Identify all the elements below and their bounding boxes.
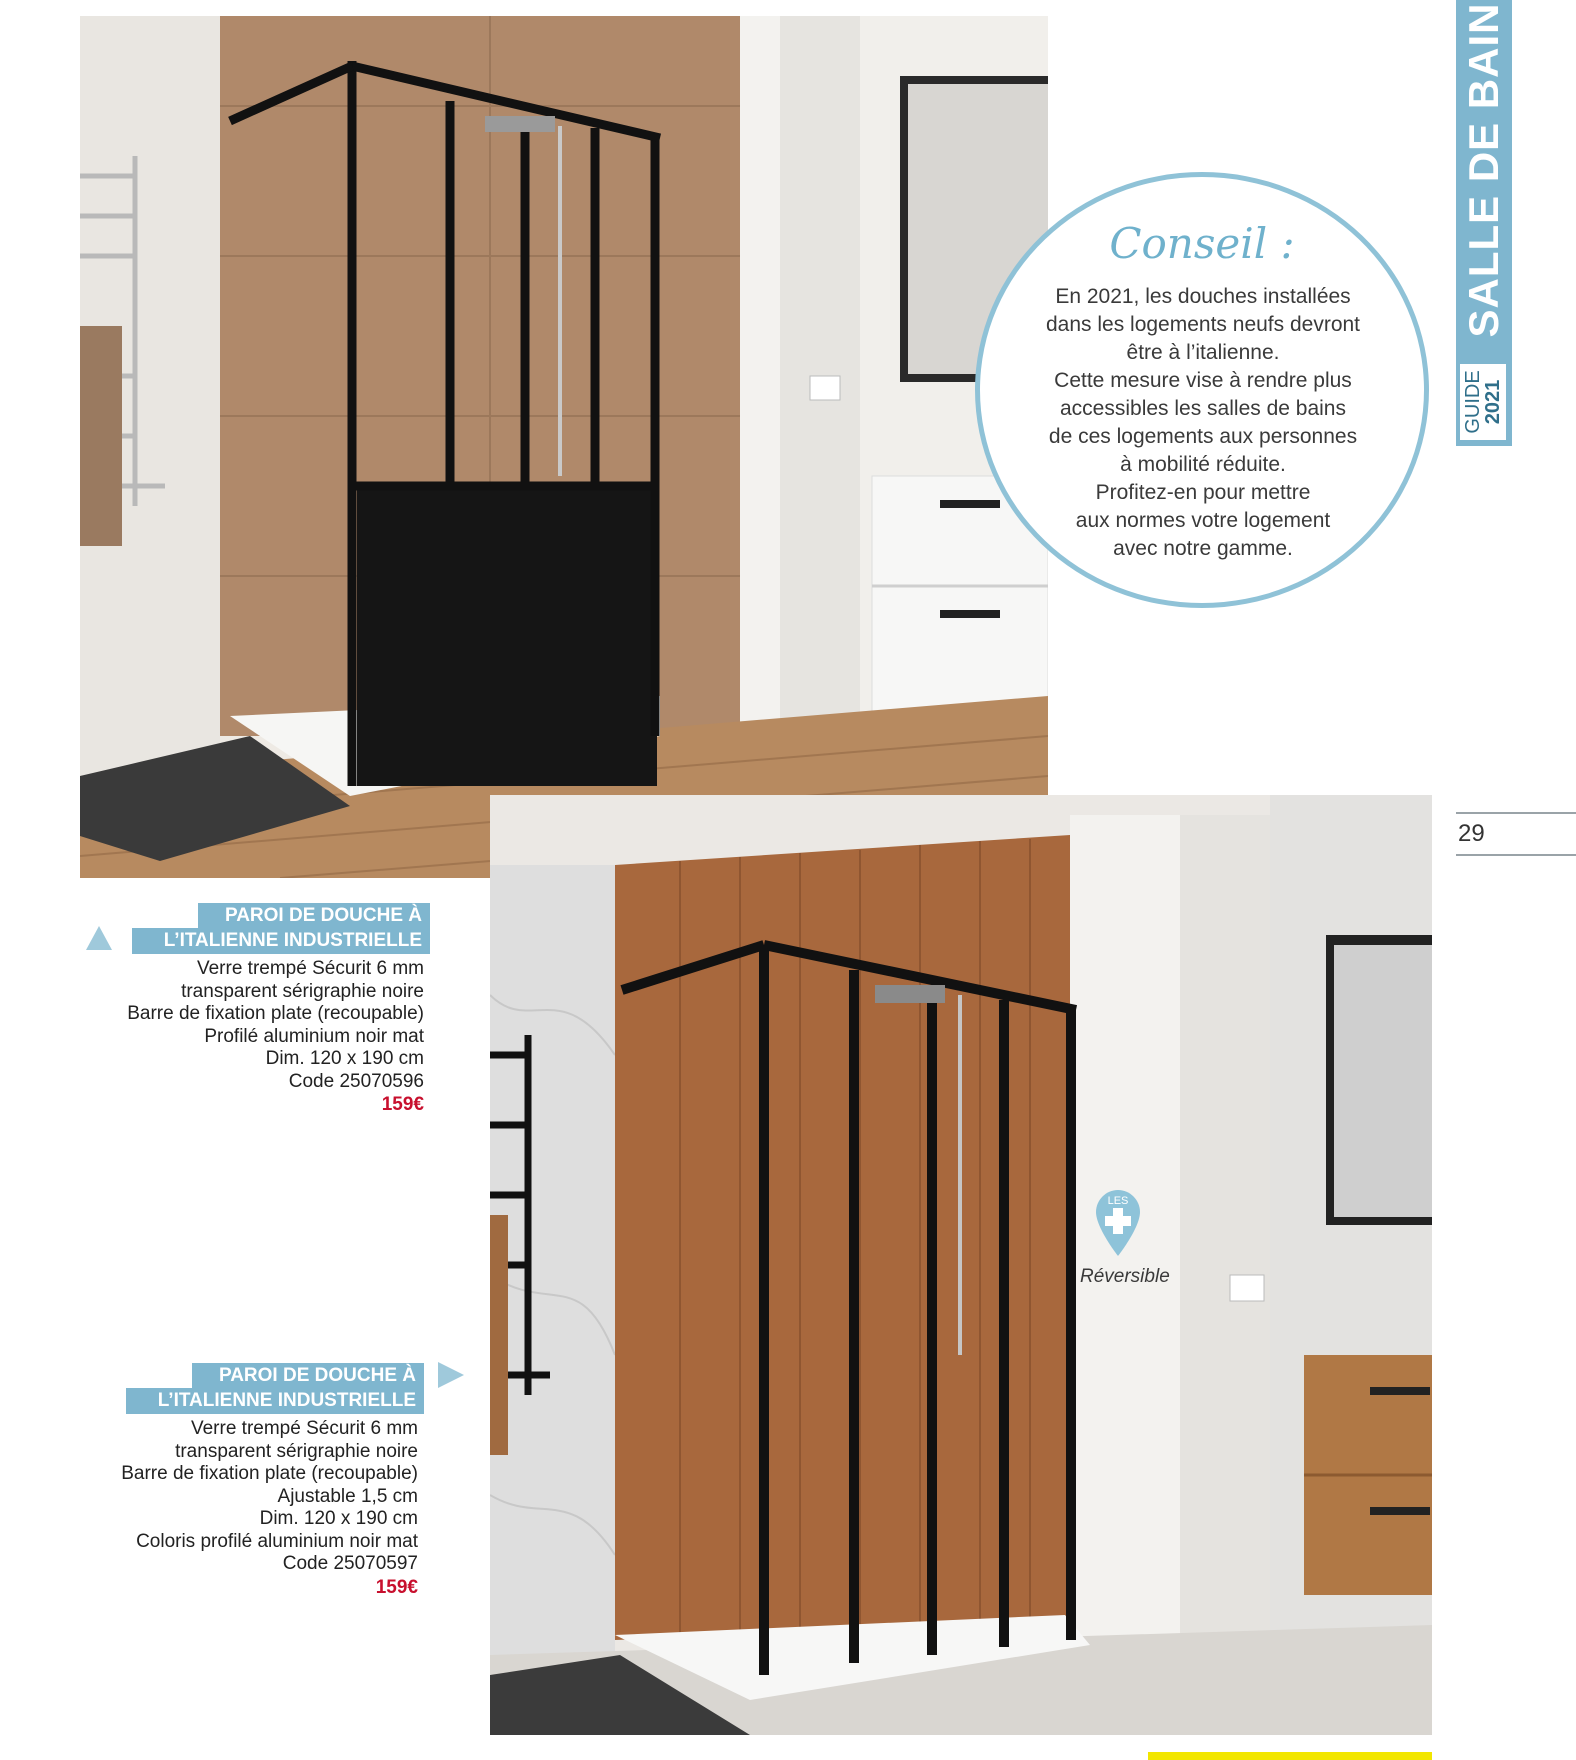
product-2-spec-line: transparent sérigraphie noire [175,1440,418,1462]
conseil-title: Conseil : [1109,219,1295,268]
conseil-line: aux normes votre logement [1075,509,1331,532]
section-title [1458,0,1510,340]
product-2-title-line2: L’ITALIENNE INDUSTRIELLE [126,1388,424,1414]
product-1-spec-line: Code 25070596 [288,1070,424,1092]
guide-label-box [1458,362,1508,442]
product-2-spec-line: Barre de fixation plate (recoupable) [121,1463,418,1484]
conseil-line: dans les logements neufs devront [1045,313,1361,336]
triangle-up-pointer-icon [84,924,114,952]
page-number-rule-top [1456,812,1576,814]
shower-scene-illustration-1 [80,16,1048,878]
product-2-spec-line: Dim. 120 x 190 cm [259,1508,418,1529]
guide-year: 2021 [1482,379,1504,425]
conseil-line: Cette mesure vise à rendre plus [1054,369,1352,392]
product-1-spec-line: transparent sérigraphie noire [181,980,424,1002]
product-2-spec-line: Coloris profilé aluminium noir mat [136,1530,418,1552]
conseil-line: avec notre gamme. [1113,537,1293,560]
shower-scene-illustration-2 [490,795,1432,1735]
triangle-right-pointer-icon [436,1360,466,1390]
product-1-spec-line: Profilé aluminium noir mat [204,1025,424,1047]
guide-label: GUIDE [1462,370,1484,434]
product-2-spec-line: Ajustable 1,5 cm [277,1485,418,1507]
product-2-spec-line: Verre trempé Sécurit 6 mm [190,1418,418,1439]
conseil-line: Profitez-en pour mettre [1095,481,1311,504]
conseil-line: accessibles les salles de bains [1060,397,1346,420]
product-1-title-line2: L’ITALIENNE INDUSTRIELLE [132,928,430,954]
product-2-description [54,1418,418,1576]
product-1-spec-line: Barre de fixation plate (recoupable) [127,1003,424,1024]
conseil-text [1020,283,1386,563]
product-2-title-line1: PAROI DE DOUCHE À [192,1363,424,1389]
section-title-text: SALLE DE BAIN [1460,2,1507,338]
product-photo-shower-1 [80,16,1048,878]
bottom-accent-strip [1148,1752,1432,1760]
guide-label-text [1463,370,1503,433]
conseil-tip-circle [975,172,1429,608]
conseil-line: de ces logements aux personnes [1048,425,1358,448]
page-number: 29 [1458,820,1485,847]
badge-label: Réversible [1080,1266,1170,1287]
badge-top-text: LES [1107,1195,1129,1207]
plus-pin-icon [1094,1188,1142,1258]
conseil-line: En 2021, les douches installées [1055,285,1351,308]
product-1-title-line1: PAROI DE DOUCHE À [198,903,430,929]
conseil-line: à mobilité réduite. [1120,453,1286,476]
product-2-price: 159€ [375,1577,418,1598]
product-1-spec-line: Verre trempé Sécurit 6 mm [196,958,424,979]
product-photo-shower-2 [490,795,1432,1735]
product-1-price: 159€ [381,1094,424,1115]
product-1-description [60,958,424,1093]
page-number-rule-bottom [1456,854,1576,856]
conseil-line: être à l’italienne. [1126,341,1280,364]
product-1-spec-line: Dim. 120 x 190 cm [265,1048,424,1069]
product-2-spec-line: Code 25070597 [282,1553,418,1574]
